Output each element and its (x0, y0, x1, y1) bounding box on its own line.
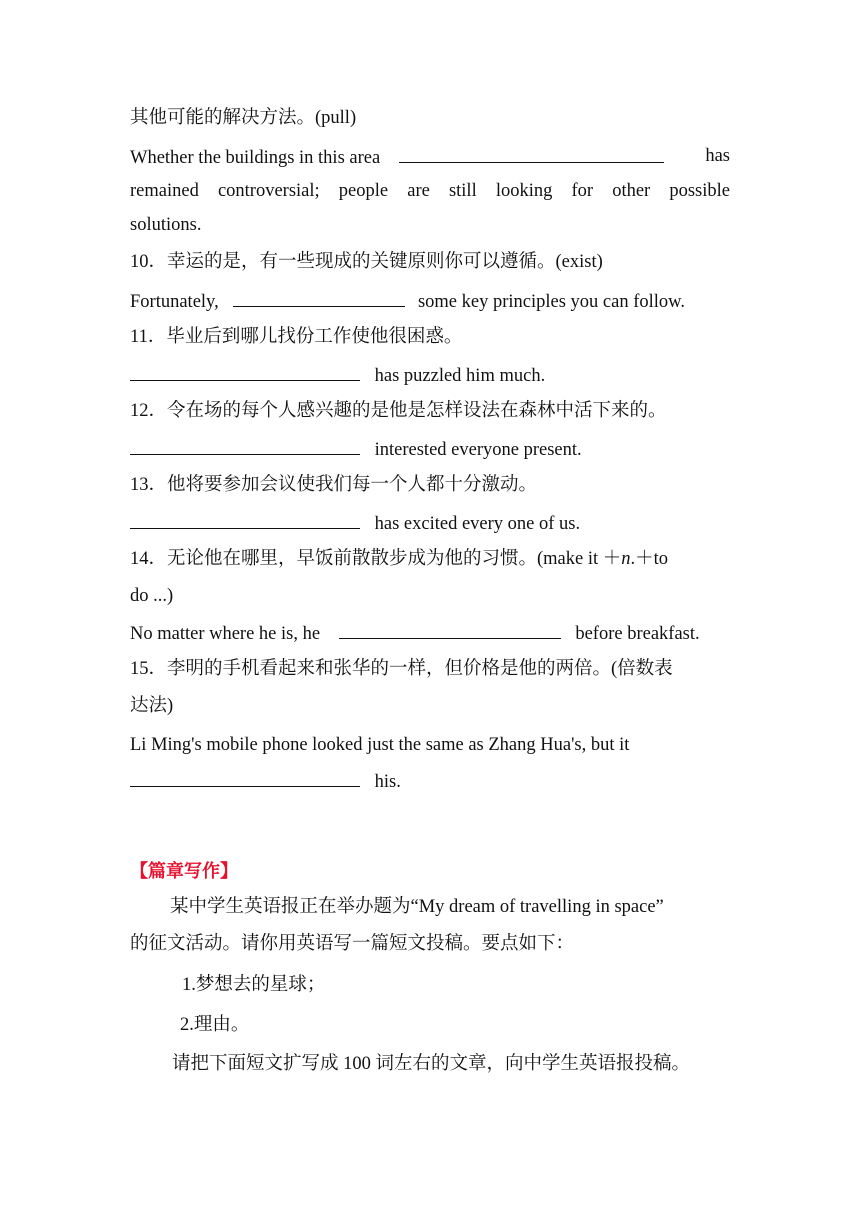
q14-chinese (130, 547, 668, 571)
q10-english-part2: some key principles you can follow. (417, 292, 685, 312)
q13-english-part2: has excited every one of us. (374, 514, 581, 534)
writing-point-1: 1.梦想去的星球； (182, 975, 326, 995)
q14-chinese-part1: 14．无论他在哪里，早饭前散散步成为他的习惯。(make it ＋ (130, 549, 622, 569)
q10-chinese: 10．幸运的是，有一些现成的关键原则你可以遵循。(exist) (130, 252, 603, 272)
q12-chinese: 12．令在场的每个人感兴趣的是他是怎样设法在森林中活下来的。 (130, 401, 667, 421)
q9-word: still (448, 181, 477, 201)
q15-english-part2: his. (374, 772, 401, 792)
q9-english-line1 (130, 144, 730, 170)
q10-answer-blank[interactable] (233, 288, 405, 307)
q9-answer-blank[interactable] (399, 144, 664, 163)
q10-english (130, 288, 685, 314)
q11-chinese: 11．毕业后到哪儿找份工作使他很困惑。 (130, 327, 463, 347)
q9-english-line3: solutions. (130, 215, 202, 235)
q11-english-part2: has puzzled him much. (374, 366, 546, 386)
q14-english-part2: before breakfast. (575, 624, 700, 644)
q9-word: possible (669, 181, 730, 201)
section-heading: 【篇章写作】 (130, 861, 238, 882)
q12-english-part2: interested everyone present. (374, 440, 582, 460)
q14-chinese-continuation: do ...) (130, 586, 174, 606)
q11-answer-blank[interactable] (130, 362, 360, 381)
q13-chinese: 13．他将要参加会议使我们每一个人都十分激动。 (130, 475, 538, 495)
q9-chinese-continuation: 其他可能的解决方法。(pull) (130, 108, 357, 128)
q13-answer-blank[interactable] (130, 510, 360, 529)
q14-chinese-part2: .＋to (630, 549, 669, 569)
q9-word: people (338, 181, 389, 201)
writing-intro-line2: 的征文活动。请你用英语写一篇短文投稿。要点如下： (130, 934, 575, 954)
q15-answer-blank[interactable] (130, 768, 360, 787)
q12-answer-blank[interactable] (130, 436, 360, 455)
q15-english-line2 (130, 768, 401, 794)
q9-word: are (407, 181, 430, 201)
q9-word: remained (130, 181, 199, 201)
writing-intro-line1: 某中学生英语报正在举办题为“My dream of travelling in space” (170, 897, 664, 917)
q10-english-part1: Fortunately, (130, 292, 219, 312)
q15-chinese: 15．李明的手机看起来和张华的一样，但价格是他的两倍。(倍数表 (130, 659, 673, 679)
q14-answer-blank[interactable] (339, 620, 561, 639)
q9-english-line2 (130, 179, 730, 203)
q15-chinese-continuation: 达法) (130, 696, 174, 716)
q12-english (130, 436, 582, 462)
q13-english (130, 510, 580, 536)
q9-english-part1: Whether the buildings in this area (130, 148, 381, 168)
q9-english-part2: has (705, 146, 730, 166)
q15-english-line1: Li Ming's mobile phone looked just the same as Zhang Hua's, but it (130, 735, 630, 755)
q9-word: controversial; (217, 181, 320, 201)
q9-word: looking (495, 181, 553, 201)
q14-english (130, 620, 700, 646)
q14-chinese-n: n (621, 549, 631, 569)
writing-instruction: 请把下面短文扩写成 100 词左右的文章，向中学生英语报投稿。 (172, 1054, 691, 1074)
q11-english (130, 362, 545, 388)
q14-english-part1: No matter where he is, he (130, 624, 321, 644)
writing-point-2: 2.理由。 (180, 1015, 250, 1035)
q9-word: for (571, 181, 594, 201)
q9-word: other (612, 181, 651, 201)
